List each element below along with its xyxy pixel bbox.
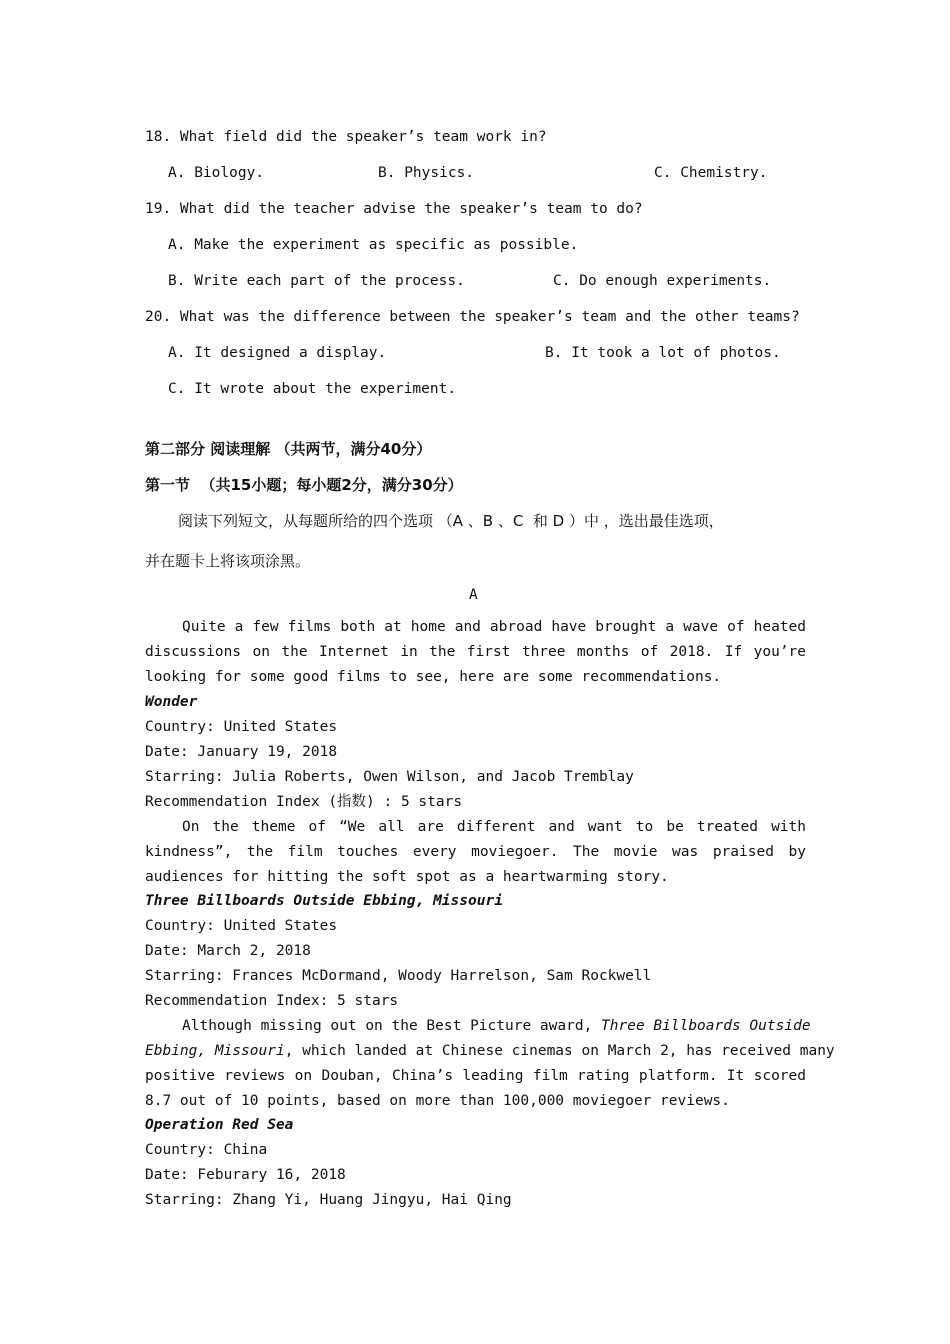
q20-option-b: B. It took a lot of photos.: [545, 345, 781, 361]
passage-label: A: [469, 587, 478, 603]
film2-desc-line-2-text: , which landed at Chinese cinemas on March 2, has received many: [284, 1043, 835, 1059]
film1-desc-line-3: audiences for hitting the soft spot as a heartwarming story.: [145, 869, 669, 885]
film2-recommendation-index: Recommendation Index: 5 stars: [145, 993, 399, 1009]
film3-date: Date: Feburary 16, 2018: [145, 1167, 346, 1183]
film1-desc-line-1: On the theme of “We all are different and want to be treated with: [182, 819, 806, 835]
film3-country: Country: China: [145, 1142, 268, 1158]
film1-country: Country: United States: [145, 719, 338, 735]
film2-desc-line-2-title: Ebbing, Missouri: [145, 1043, 285, 1059]
film2-desc-line-2: [145, 1042, 835, 1060]
film-title-operation-red-sea: Operation Red Sea: [145, 1117, 294, 1133]
film-title-wonder: Wonder: [145, 694, 198, 710]
instruction-line-2: 并在题卡上将该项涂黑。: [145, 552, 311, 570]
q19-option-b: B. Write each part of the process.: [168, 273, 465, 289]
part-two-heading: 第二部分 阅读理解 （共两节，满分40分）: [145, 440, 432, 458]
film2-country: Country: United States: [145, 918, 338, 934]
film3-starring: Starring: Zhang Yi, Huang Jingyu, Hai Qing: [145, 1192, 512, 1208]
film1-date: Date: January 19, 2018: [145, 744, 338, 760]
film2-desc-line-1-text: Although missing out on the Best Picture award,: [182, 1018, 602, 1034]
q18-option-c: C. Chemistry.: [654, 165, 768, 181]
intro-line-3: looking for some good films to see, here are some recommendations.: [145, 669, 722, 685]
intro-line-1: Quite a few films both at home and abroad have brought a wave of heated: [182, 619, 806, 635]
film2-desc-line-1-title: Three Billboards Outside: [601, 1018, 811, 1034]
q18-option-b: B. Physics.: [378, 165, 475, 181]
question-18: 18. What field did the speaker’s team work in?: [145, 129, 547, 145]
q18-option-a: A. Biology.: [168, 165, 265, 181]
film2-starring: Starring: Frances McDormand, Woody Harrelson, Sam Rockwell: [145, 968, 652, 984]
q19-option-c: C. Do enough experiments.: [553, 273, 772, 289]
q20-option-a: A. It designed a display.: [168, 345, 387, 361]
question-19: 19. What did the teacher advise the speaker’s team to do?: [145, 201, 643, 217]
film1-starring: Starring: Julia Roberts, Owen Wilson, and Jacob Tremblay: [145, 769, 634, 785]
film1-desc-line-2: kindness”, the film touches every moviegoer. The movie was praised by: [145, 844, 806, 860]
q20-option-c: C. It wrote about the experiment.: [168, 381, 457, 397]
film2-desc-line-1: [182, 1017, 811, 1035]
film2-desc-line-3: positive reviews on Douban, China’s leading film rating platform. It scored: [145, 1068, 806, 1084]
section-one-heading: 第一节 （共15小题；每小题2分，满分30分）: [145, 476, 463, 494]
film2-desc-line-4: 8.7 out of 10 points, based on more than 100,000 moviegoer reviews.: [145, 1093, 730, 1109]
film-title-three-billboards: Three Billboards Outside Ebbing, Missouri: [145, 893, 503, 909]
question-20: 20. What was the difference between the speaker’s team and the other teams?: [145, 309, 800, 325]
q19-option-a: A. Make the experiment as specific as possible.: [168, 237, 579, 253]
film2-date: Date: March 2, 2018: [145, 943, 311, 959]
film1-recommendation-index: Recommendation Index (指数) : 5 stars: [145, 794, 463, 810]
intro-line-2: discussions on the Internet in the first three months of 2018. If you’re: [145, 644, 806, 660]
instruction-line-1: 阅读下列短文，从每题所给的四个选项 （A 、B 、C 和 D ）中 ，选出最佳选项，: [178, 512, 724, 530]
